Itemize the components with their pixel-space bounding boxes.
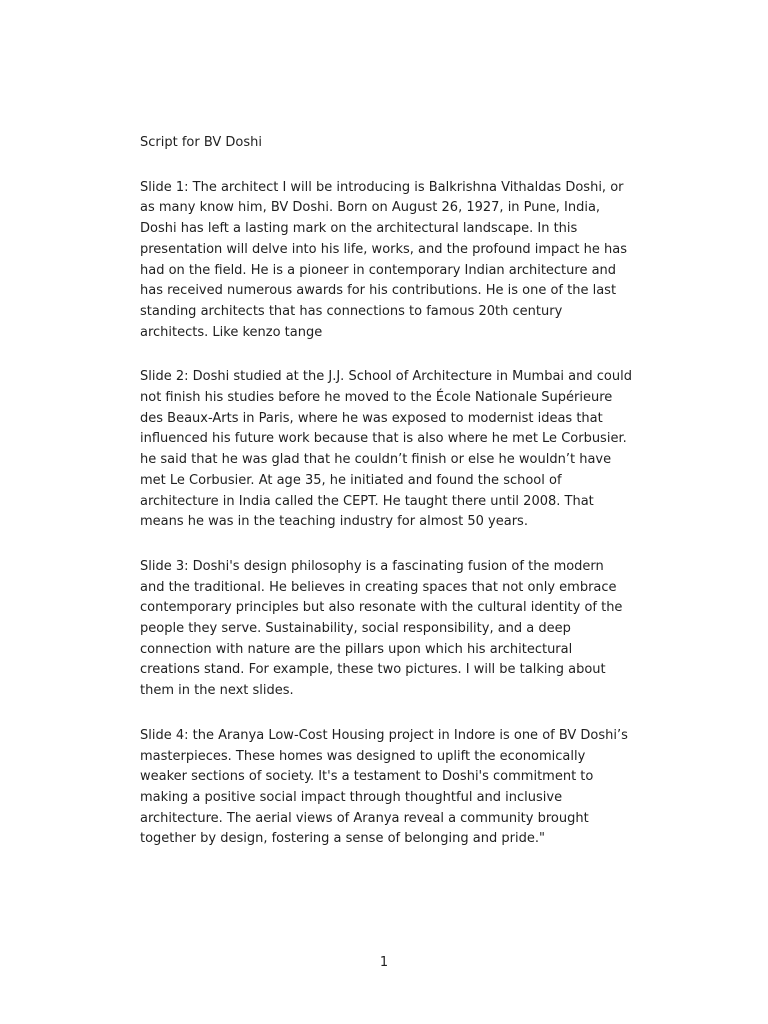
paragraph-slide-2: Slide 2: Doshi studied at the J.J. School of Architecture in Mumbai and could not finish his studies before he moved to the École Nationale Supérieure des Beaux-Arts in Paris, where he was exposed to modernist ideas that influenced his future work because that is also where he met Le Corbusier. he said that he was glad that he couldn’t finish or else he wouldn’t have met Le Corbusier. At age 35, he initiated and found the school of architecture in India called the CEPT. He taught there until 2008. That means he was in the teaching industry for almost 50 years. [140, 369, 632, 530]
document-page [140, 133, 632, 874]
page-number: 1 [379, 955, 389, 970]
paragraph-slide-3: Slide 3: Doshi's design philosophy is a fascinating fusion of the modern and the traditional. He believes in creating spaces that not only embrace contemporary principles but also resonate with the cultural identity of the people they serve. Sustainability, social responsibility, and a deep connection with nature are the pillars upon which his architectural creations stand. For example, these two pictures. I will be talking about them in the next slides. [140, 558, 623, 699]
document-title: Script for BV Doshi [140, 135, 262, 150]
paragraph-slide-1: Slide 1: The architect I will be introducing is Balkrishna Vithaldas Doshi, or as many know him, BV Doshi. Born on August 26, 1927, in Pune, India, Doshi has left a lasting mark on the architectural landscape. In this presentation will delve into his life, works, and the profound impact he has had on the field. He is a pioneer in contemporary Indian architecture and has received numerous awards for his contributions. He is one of the last standing architects that has connections to famous 20th century architects. Like kenzo tange [140, 179, 627, 340]
paragraph-slide-4: Slide 4: the Aranya Low-Cost Housing project in Indore is one of BV Doshi’s masterpieces. These homes was designed to uplift the economically weaker sections of society. It's a testament to Doshi's commitment to making a positive social impact through thoughtful and inclusive architecture. The aerial views of Aranya reveal a community brought together by design, fostering a sense of belonging and pride." [140, 727, 628, 847]
